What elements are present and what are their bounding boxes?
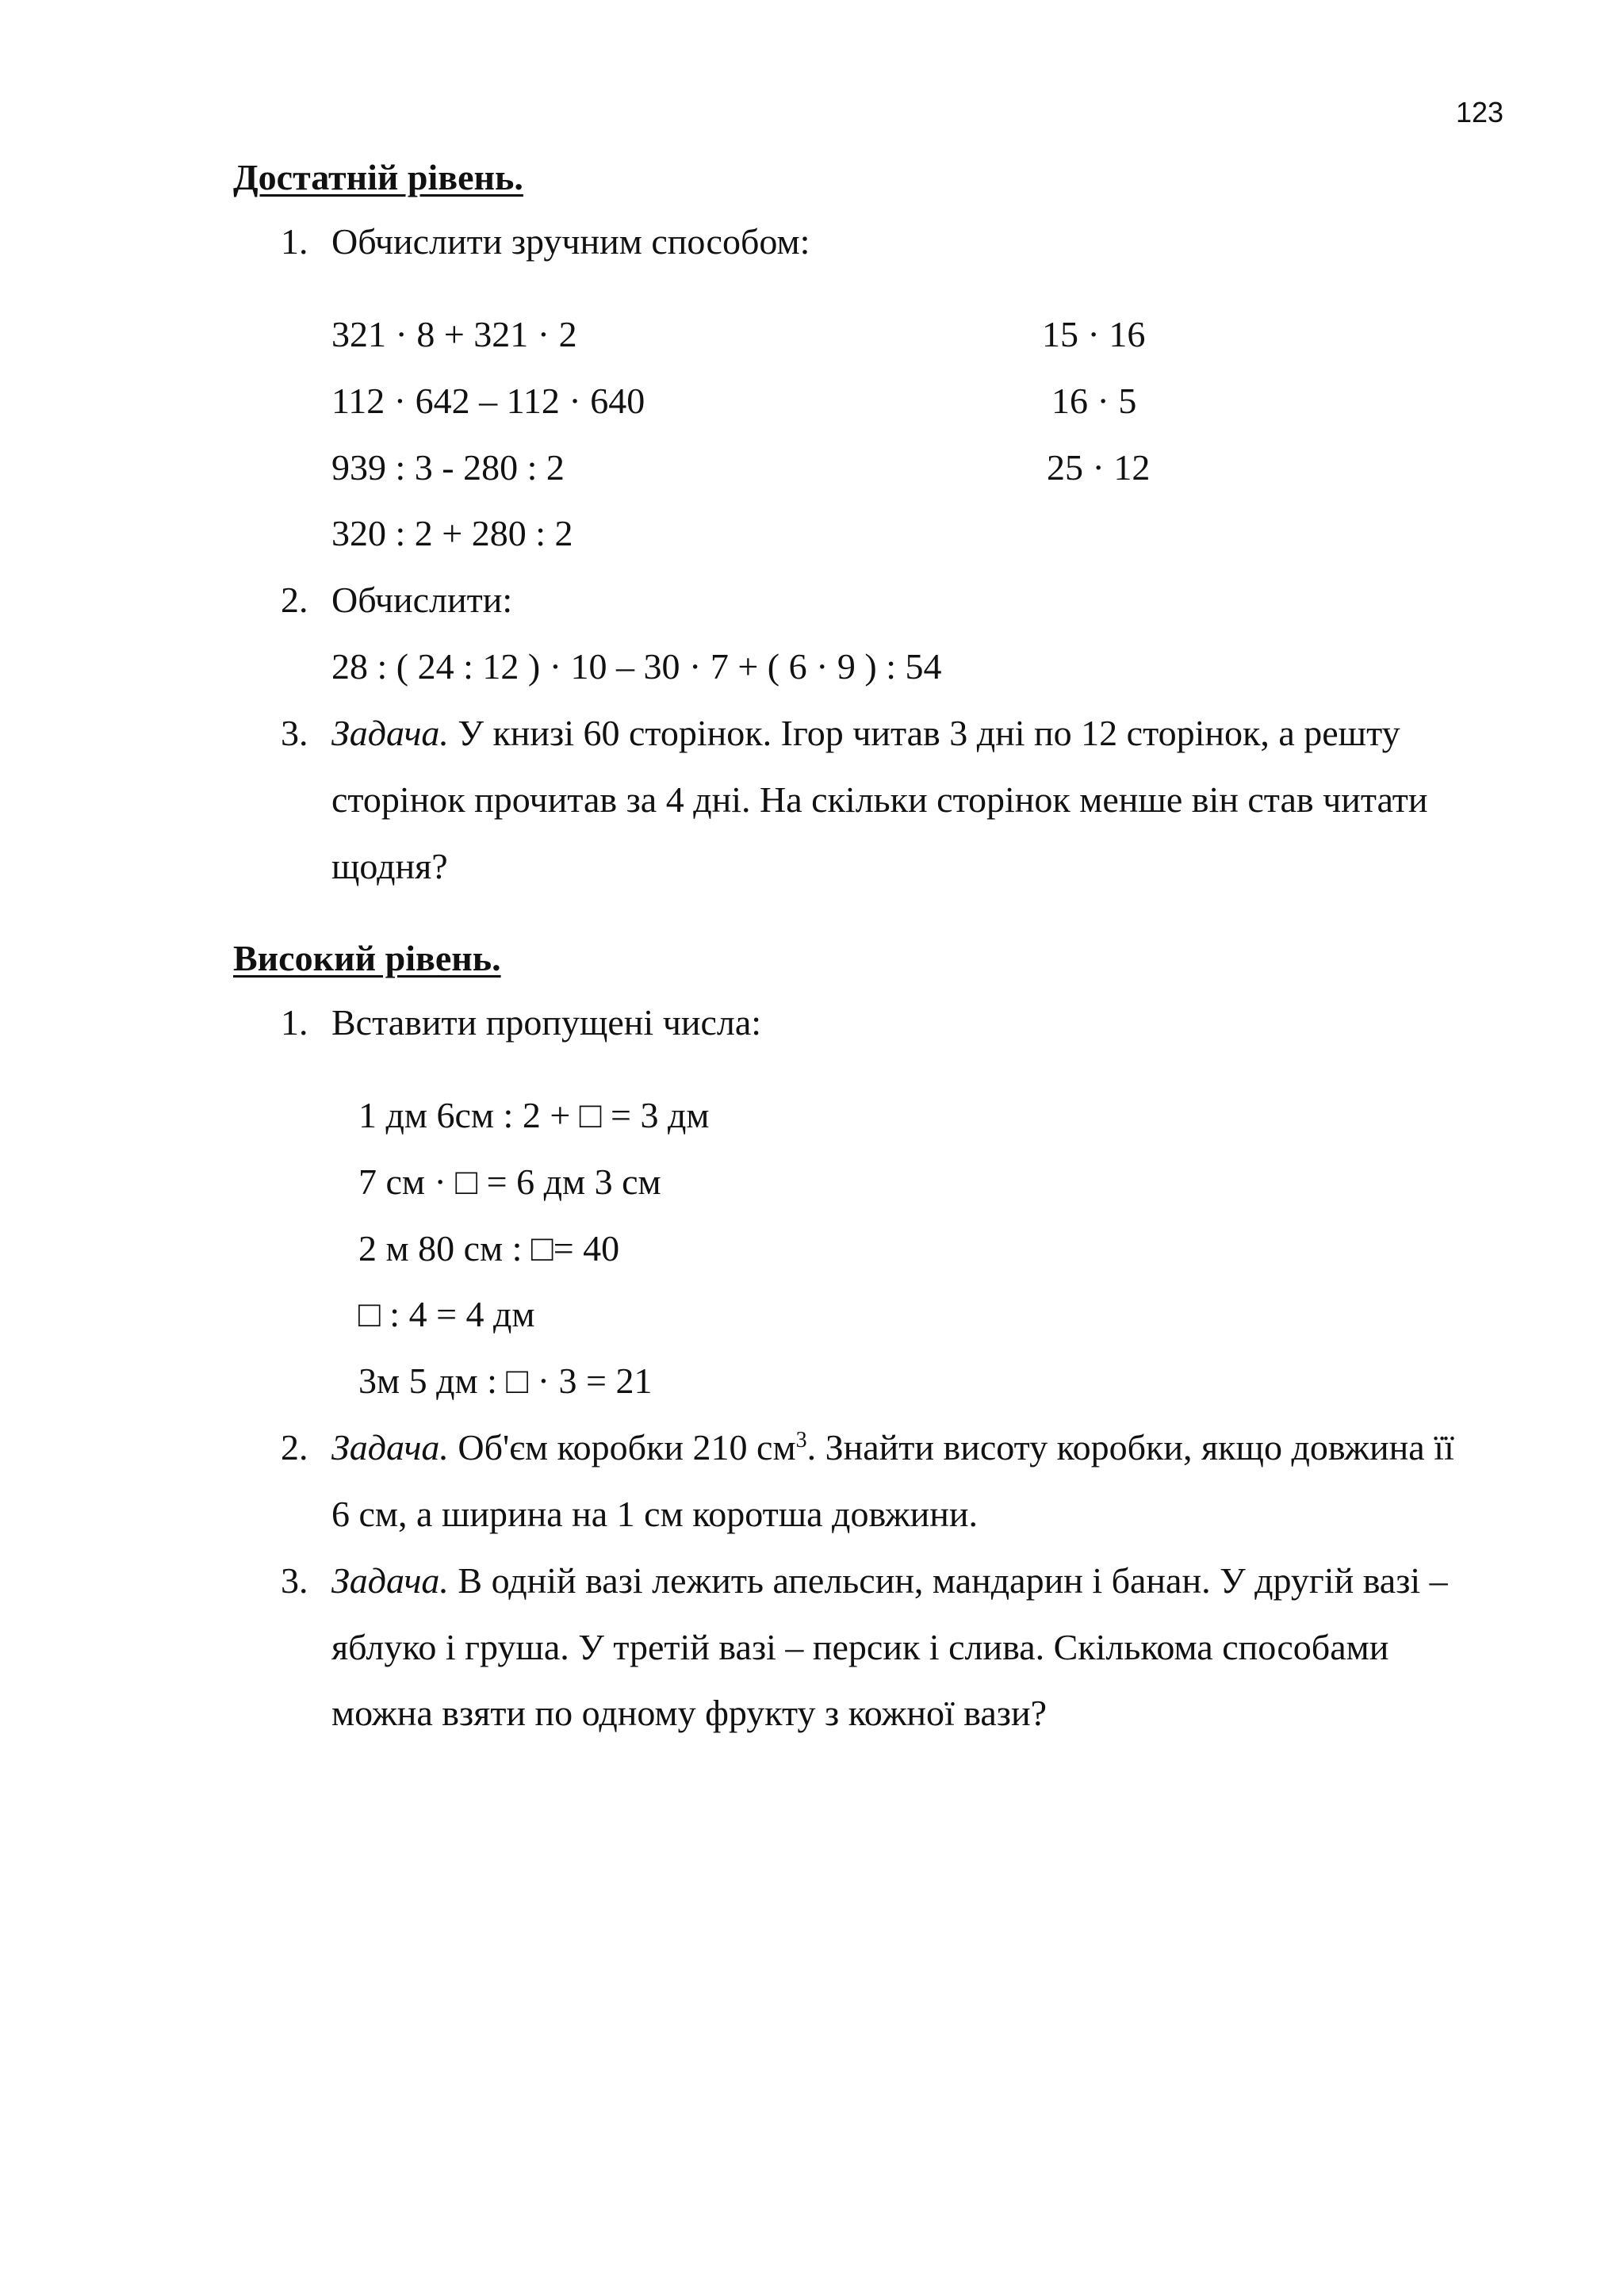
expression: □ : 4 = 4 дм [358,1294,535,1334]
expression-right: 16 · 5 [1051,381,1137,421]
task-label: Задача. [331,1560,449,1601]
task-text: Обчислити: [331,580,513,620]
task-text-part: Об'єм коробки 210 см [448,1427,796,1468]
task-text: Обчислити зручним способом: [331,221,810,262]
task-number: 2. [281,580,308,620]
expression: 2 м 80 см : □= 40 [358,1228,620,1269]
task-number: 1. [281,1002,308,1043]
expression: 7 см · □ = 6 дм 3 см [358,1161,661,1202]
task-label: Задача. [331,713,449,753]
task-text: можна взяти по одному фрукту з кожної вази? [331,1693,1047,1733]
expression-left: 939 : 3 - 280 : 2 [331,447,565,488]
task-text: щодня? [331,846,448,886]
section-heading-high: Високий рівень. [233,938,501,978]
expression-left: 112 · 642 – 112 · 640 [331,381,645,421]
task-text: Вставити пропущені числа: [331,1002,762,1043]
expression: 1 дм 6см : 2 + □ = 3 дм [358,1095,710,1135]
section-heading-sufficient: Достатній рівень. [233,157,523,197]
task-text [331,710,1400,757]
task-number: 3. [281,1560,308,1601]
expression-left: 321 · 8 + 321 · 2 [331,314,577,354]
task-text-part: . Знайти висоту коробки, якщо довжина її [806,1427,1454,1468]
task-text [331,1424,1454,1471]
task-text: сторінок прочитав за 4 дні. На скільки сторінок менше він став читати [331,779,1428,820]
superscript: 3 [795,1428,807,1452]
expression-right: 25 · 12 [1047,447,1151,488]
task-number: 1. [281,221,308,262]
task-number: 2. [281,1427,308,1468]
expression: 28 : ( 24 : 12 ) · 10 – 30 · 7 + ( 6 · 9 ) : 54 [331,646,942,687]
task-text-part: У книзі 60 сторінок. Ігор читав 3 дні по 12 сторінок, а решту [448,713,1400,753]
task-number: 3. [281,713,308,753]
task-label: Задача. [331,1427,449,1468]
task-text [331,1557,1448,1605]
task-text-part: В одній вазі лежить апельсин, мандарин і банан. У другій вазі – [448,1560,1448,1601]
page-number: 123 [1456,96,1504,128]
expression-left: 320 : 2 + 280 : 2 [331,513,573,553]
expression-right: 15 · 16 [1042,314,1146,354]
task-text: 6 см, а ширина на 1 см коротша довжини. [331,1494,978,1534]
task-text: яблуко і груша. У третій вазі – персик і слива. Скількома способами [331,1627,1389,1667]
expression: 3м 5 дм : □ · 3 = 21 [358,1360,653,1401]
